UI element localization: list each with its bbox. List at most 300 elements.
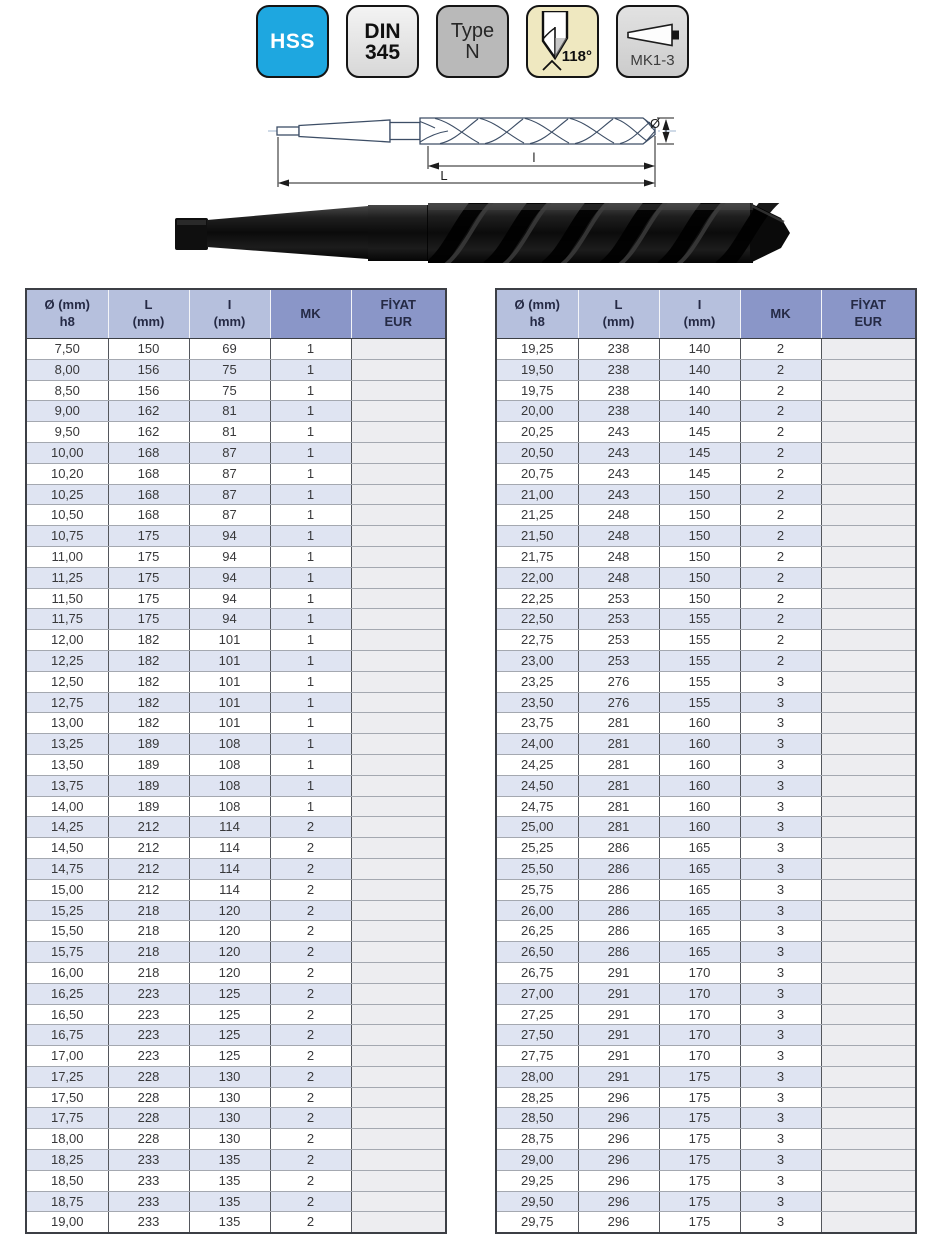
length-cell: 238: [578, 339, 659, 360]
mk-cell: 1: [270, 609, 351, 630]
mk-cell: 1: [270, 484, 351, 505]
length-cell: 218: [108, 900, 189, 921]
diameter-cell: 10,25: [26, 484, 108, 505]
flute-length-cell: 87: [189, 484, 270, 505]
mk-cell: 3: [740, 900, 821, 921]
diameter-cell: 28,25: [496, 1087, 578, 1108]
badge-row: [256, 5, 689, 78]
diameter-cell: 18,25: [26, 1150, 108, 1171]
flute-length-cell: 175: [659, 1191, 740, 1212]
table-row: [26, 817, 446, 838]
length-cell: 286: [578, 900, 659, 921]
flute-length-cell: 101: [189, 713, 270, 734]
length-cell: 228: [108, 1066, 189, 1087]
flute-length-cell: 120: [189, 900, 270, 921]
price-cell: [351, 838, 446, 859]
length-cell: 248: [578, 546, 659, 567]
din-badge-line1: DIN: [364, 19, 401, 43]
price-cell: [351, 962, 446, 983]
diameter-cell: 21,50: [496, 526, 578, 547]
mk-cell: 1: [270, 380, 351, 401]
diameter-cell: 23,00: [496, 650, 578, 671]
price-cell: [821, 380, 916, 401]
price-cell: [821, 754, 916, 775]
diameter-cell: 18,00: [26, 1129, 108, 1150]
table-row: [26, 1150, 446, 1171]
col-header-price: FİYAT EUR: [351, 289, 446, 339]
length-cell: 189: [108, 734, 189, 755]
price-cell: [351, 1170, 446, 1191]
price-cell: [821, 775, 916, 796]
mk-cell: 2: [740, 546, 821, 567]
mk-cell: 3: [740, 1191, 821, 1212]
length-cell: 228: [108, 1129, 189, 1150]
mk-cell: 2: [270, 1087, 351, 1108]
length-cell: 182: [108, 692, 189, 713]
diameter-cell: 22,50: [496, 609, 578, 630]
table-row: [496, 1170, 916, 1191]
flute-length-cell: 170: [659, 962, 740, 983]
price-cell: [821, 1170, 916, 1191]
length-cell: 286: [578, 942, 659, 963]
diameter-cell: 12,75: [26, 692, 108, 713]
diameter-cell: 22,25: [496, 588, 578, 609]
diameter-cell: 27,25: [496, 1004, 578, 1025]
diameter-cell: 19,00: [26, 1212, 108, 1233]
diameter-cell: 23,25: [496, 671, 578, 692]
diameter-cell: 26,00: [496, 900, 578, 921]
diameter-cell: 26,75: [496, 962, 578, 983]
table-row: [496, 734, 916, 755]
price-cell: [821, 588, 916, 609]
table-row: [496, 1191, 916, 1212]
diameter-cell: 8,50: [26, 380, 108, 401]
flute-length-cell: 170: [659, 983, 740, 1004]
mk-cell: 2: [740, 484, 821, 505]
diameter-cell: 15,00: [26, 879, 108, 900]
flute-length-cell: 130: [189, 1108, 270, 1129]
mk-cell: 3: [740, 1212, 821, 1233]
table-row: [496, 900, 916, 921]
diameter-cell: 23,50: [496, 692, 578, 713]
mk-cell: 2: [740, 567, 821, 588]
mk-cell: 1: [270, 775, 351, 796]
length-cell: 233: [108, 1150, 189, 1171]
length-cell: 233: [108, 1191, 189, 1212]
table-row: [26, 588, 446, 609]
technical-drawing: [262, 98, 682, 190]
price-cell: [351, 339, 446, 360]
length-cell: 218: [108, 921, 189, 942]
length-cell: 291: [578, 1025, 659, 1046]
diameter-cell: 19,75: [496, 380, 578, 401]
mk-cell: 2: [270, 1170, 351, 1191]
table-row: [496, 567, 916, 588]
col-header-diameter: Ø (mm) h8: [26, 289, 108, 339]
table-row: [496, 609, 916, 630]
mk-cell: 3: [740, 1129, 821, 1150]
price-cell: [821, 900, 916, 921]
flute-length-cell: 125: [189, 1046, 270, 1067]
diameter-cell: 10,20: [26, 463, 108, 484]
diameter-cell: 24,75: [496, 796, 578, 817]
diameter-cell: 10,75: [26, 526, 108, 547]
price-cell: [351, 1129, 446, 1150]
price-cell: [821, 526, 916, 547]
length-cell: 223: [108, 1025, 189, 1046]
table-row: [26, 671, 446, 692]
length-cell: 175: [108, 609, 189, 630]
diameter-cell: 24,00: [496, 734, 578, 755]
diameter-cell: 10,00: [26, 442, 108, 463]
price-cell: [351, 671, 446, 692]
length-cell: 150: [108, 339, 189, 360]
flute-length-cell: 75: [189, 380, 270, 401]
price-cell: [821, 817, 916, 838]
taper-shank-icon: [625, 20, 683, 50]
diameter-cell: 9,50: [26, 422, 108, 443]
diameter-cell: 13,25: [26, 734, 108, 755]
table-row: [496, 1025, 916, 1046]
mk-cell: 2: [740, 650, 821, 671]
col-header-overall-length: L (mm): [108, 289, 189, 339]
diameter-cell: 19,50: [496, 359, 578, 380]
length-cell: 212: [108, 858, 189, 879]
mk-cell: 3: [740, 1150, 821, 1171]
table-row: [26, 775, 446, 796]
flute-length-cell: 114: [189, 838, 270, 859]
price-cell: [351, 1087, 446, 1108]
mk-cell: 1: [270, 692, 351, 713]
din-badge-line2: 345: [364, 40, 401, 64]
length-cell: 218: [108, 962, 189, 983]
flute-length-cell: 101: [189, 630, 270, 651]
mk-cell: 2: [740, 339, 821, 360]
length-cell: 212: [108, 817, 189, 838]
price-cell: [351, 526, 446, 547]
table-row: [26, 567, 446, 588]
mk-cell: 1: [270, 796, 351, 817]
length-cell: 223: [108, 1046, 189, 1067]
length-cell: 253: [578, 588, 659, 609]
diameter-cell: 14,50: [26, 838, 108, 859]
table-row: [496, 942, 916, 963]
diameter-cell: 28,75: [496, 1129, 578, 1150]
table-row: [26, 692, 446, 713]
diameter-cell: 25,75: [496, 879, 578, 900]
flute-length-cell: 140: [659, 359, 740, 380]
mk-cell: 2: [270, 921, 351, 942]
mk-cell: 3: [740, 1004, 821, 1025]
point-angle-badge: [526, 5, 599, 78]
length-cell: 189: [108, 775, 189, 796]
diameter-cell: 18,50: [26, 1170, 108, 1191]
mk-cell: 2: [270, 1066, 351, 1087]
price-cell: [351, 754, 446, 775]
mk-cell: 2: [740, 380, 821, 401]
mk-cell: 1: [270, 671, 351, 692]
table-row: [496, 442, 916, 463]
diameter-cell: 20,25: [496, 422, 578, 443]
table-row: [496, 463, 916, 484]
length-cell: 162: [108, 401, 189, 422]
length-cell: 281: [578, 775, 659, 796]
length-cell: 212: [108, 838, 189, 859]
length-cell: 291: [578, 983, 659, 1004]
mk-cell: 2: [270, 1108, 351, 1129]
length-cell: 238: [578, 380, 659, 401]
mk-cell: 3: [740, 796, 821, 817]
flute-length-cell: 87: [189, 442, 270, 463]
price-cell: [351, 692, 446, 713]
flute-length-cell: 94: [189, 526, 270, 547]
length-cell: 286: [578, 879, 659, 900]
flute-length-cell: 175: [659, 1087, 740, 1108]
table-row: [496, 650, 916, 671]
table-row: [26, 983, 446, 1004]
diameter-dim-label: Ø: [649, 116, 661, 131]
flute-length-cell: 69: [189, 339, 270, 360]
table-row: [26, 1025, 446, 1046]
table-row: [26, 359, 446, 380]
flute-length-cell: 108: [189, 734, 270, 755]
diameter-cell: 15,25: [26, 900, 108, 921]
flute-length-cell: 160: [659, 775, 740, 796]
length-cell: 175: [108, 567, 189, 588]
flute-length-cell: 165: [659, 921, 740, 942]
diameter-cell: 29,75: [496, 1212, 578, 1233]
price-cell: [821, 567, 916, 588]
table-row: [26, 650, 446, 671]
mk-cell: 2: [740, 463, 821, 484]
table-row: [26, 1046, 446, 1067]
mk-cell: 2: [270, 1150, 351, 1171]
length-cell: 243: [578, 484, 659, 505]
flute-length-cell: 155: [659, 609, 740, 630]
table-row: [496, 1150, 916, 1171]
flute-length-cell: 155: [659, 671, 740, 692]
diameter-cell: 17,25: [26, 1066, 108, 1087]
flute-length-cell: 125: [189, 1004, 270, 1025]
length-cell: 296: [578, 1129, 659, 1150]
table-row: [26, 942, 446, 963]
length-cell: 233: [108, 1212, 189, 1233]
price-cell: [351, 775, 446, 796]
col-header-overall-length: L (mm): [578, 289, 659, 339]
table-row: [26, 609, 446, 630]
diameter-cell: 24,25: [496, 754, 578, 775]
mk-cell: 3: [740, 1025, 821, 1046]
table-row: [496, 796, 916, 817]
table-row: [26, 1212, 446, 1233]
table-row: [496, 692, 916, 713]
mk-cell: 3: [740, 858, 821, 879]
price-cell: [351, 1191, 446, 1212]
mk-cell: 2: [270, 900, 351, 921]
flute-length-cell: 94: [189, 588, 270, 609]
diameter-cell: 11,00: [26, 546, 108, 567]
size-table-left: [25, 288, 447, 1234]
flute-length-cell: 170: [659, 1004, 740, 1025]
flute-length-cell: 160: [659, 734, 740, 755]
length-cell: 182: [108, 630, 189, 651]
table-row: [496, 505, 916, 526]
table-row: [26, 380, 446, 401]
diameter-cell: 22,75: [496, 630, 578, 651]
diameter-cell: 26,25: [496, 921, 578, 942]
length-cell: 223: [108, 983, 189, 1004]
mk-cell: 2: [270, 1004, 351, 1025]
length-cell: 281: [578, 796, 659, 817]
flute-length-cell: 125: [189, 1025, 270, 1046]
diameter-cell: 25,25: [496, 838, 578, 859]
table-row: [26, 339, 446, 360]
price-cell: [821, 422, 916, 443]
mk-cell: 1: [270, 650, 351, 671]
mk-cell: 1: [270, 505, 351, 526]
diameter-cell: 8,00: [26, 359, 108, 380]
col-header-flute-length: I (mm): [659, 289, 740, 339]
size-table: [25, 288, 447, 1234]
table-row: [26, 1129, 446, 1150]
diameter-cell: 19,25: [496, 339, 578, 360]
length-cell: 175: [108, 588, 189, 609]
flute-length-cell: 130: [189, 1087, 270, 1108]
price-cell: [821, 401, 916, 422]
price-cell: [821, 1046, 916, 1067]
flute-length-cell: 160: [659, 817, 740, 838]
mk-cell: 3: [740, 775, 821, 796]
price-cell: [821, 1108, 916, 1129]
table-row: [26, 713, 446, 734]
mk-cell: 2: [740, 422, 821, 443]
flute-length-cell: 101: [189, 650, 270, 671]
length-cell: 286: [578, 838, 659, 859]
mk-cell: 3: [740, 671, 821, 692]
mk-cell: 2: [740, 505, 821, 526]
price-cell: [821, 713, 916, 734]
flute-length-cell: 165: [659, 858, 740, 879]
flute-length-cell: 120: [189, 921, 270, 942]
length-cell: 168: [108, 463, 189, 484]
type-badge-line1: Type: [450, 19, 495, 42]
diameter-cell: 14,00: [26, 796, 108, 817]
price-cell: [351, 921, 446, 942]
diameter-cell: 14,75: [26, 858, 108, 879]
flute-length-dim-label: l: [532, 150, 536, 165]
price-cell: [821, 1087, 916, 1108]
price-cell: [821, 671, 916, 692]
mk-cell: 2: [740, 401, 821, 422]
table-row: [496, 1129, 916, 1150]
mk-cell: 3: [740, 713, 821, 734]
diameter-cell: 12,00: [26, 630, 108, 651]
price-cell: [821, 1066, 916, 1087]
length-cell: 296: [578, 1150, 659, 1171]
diameter-cell: 20,50: [496, 442, 578, 463]
price-cell: [821, 359, 916, 380]
flute-length-cell: 108: [189, 796, 270, 817]
flute-length-cell: 114: [189, 817, 270, 838]
morse-taper-badge: [616, 5, 689, 78]
length-cell: 156: [108, 380, 189, 401]
diameter-cell: 16,00: [26, 962, 108, 983]
diameter-cell: 26,50: [496, 942, 578, 963]
price-cell: [821, 921, 916, 942]
diameter-cell: 12,50: [26, 671, 108, 692]
price-cell: [821, 1212, 916, 1233]
price-cell: [351, 879, 446, 900]
din-345-badge: [346, 5, 419, 78]
diameter-cell: 16,75: [26, 1025, 108, 1046]
price-cell: [821, 1191, 916, 1212]
length-cell: 212: [108, 879, 189, 900]
mk-cell: 3: [740, 983, 821, 1004]
diameter-cell: 13,00: [26, 713, 108, 734]
mk-cell: 2: [270, 962, 351, 983]
flute-length-cell: 94: [189, 546, 270, 567]
length-cell: 281: [578, 754, 659, 775]
mk-cell: 2: [270, 1191, 351, 1212]
col-header-price: FİYAT EUR: [821, 289, 916, 339]
diameter-cell: 18,75: [26, 1191, 108, 1212]
length-cell: 248: [578, 567, 659, 588]
price-cell: [351, 463, 446, 484]
length-cell: 248: [578, 505, 659, 526]
table-row: [26, 546, 446, 567]
mk-cell: 1: [270, 630, 351, 651]
table-row: [496, 359, 916, 380]
table-row: [26, 484, 446, 505]
price-cell: [351, 1108, 446, 1129]
price-cell: [351, 1025, 446, 1046]
price-cell: [821, 796, 916, 817]
table-row: [496, 401, 916, 422]
overall-length-dim-label: L: [440, 168, 448, 183]
flute-length-cell: 150: [659, 588, 740, 609]
mk-cell: 1: [270, 713, 351, 734]
type-n-badge: [436, 5, 509, 78]
price-cell: [821, 1004, 916, 1025]
flute-length-cell: 81: [189, 401, 270, 422]
price-cell: [821, 484, 916, 505]
table-row: [26, 422, 446, 443]
mk-cell: 3: [740, 921, 821, 942]
length-cell: 296: [578, 1170, 659, 1191]
table-row: [26, 630, 446, 651]
col-header-mk: MK: [740, 289, 821, 339]
price-cell: [351, 359, 446, 380]
length-cell: 296: [578, 1191, 659, 1212]
diameter-cell: 29,00: [496, 1150, 578, 1171]
diameter-cell: 28,50: [496, 1108, 578, 1129]
length-cell: 156: [108, 359, 189, 380]
length-cell: 168: [108, 505, 189, 526]
mk-cell: 3: [740, 1066, 821, 1087]
table-row: [496, 754, 916, 775]
table-row: [26, 1066, 446, 1087]
mk-cell: 2: [270, 1212, 351, 1233]
price-cell: [351, 817, 446, 838]
mk-cell: 3: [740, 942, 821, 963]
mk-cell: 3: [740, 734, 821, 755]
price-cell: [351, 796, 446, 817]
flute-length-cell: 155: [659, 630, 740, 651]
diameter-cell: 10,50: [26, 505, 108, 526]
diameter-cell: 21,75: [496, 546, 578, 567]
flute-length-cell: 170: [659, 1046, 740, 1067]
table-row: [496, 671, 916, 692]
